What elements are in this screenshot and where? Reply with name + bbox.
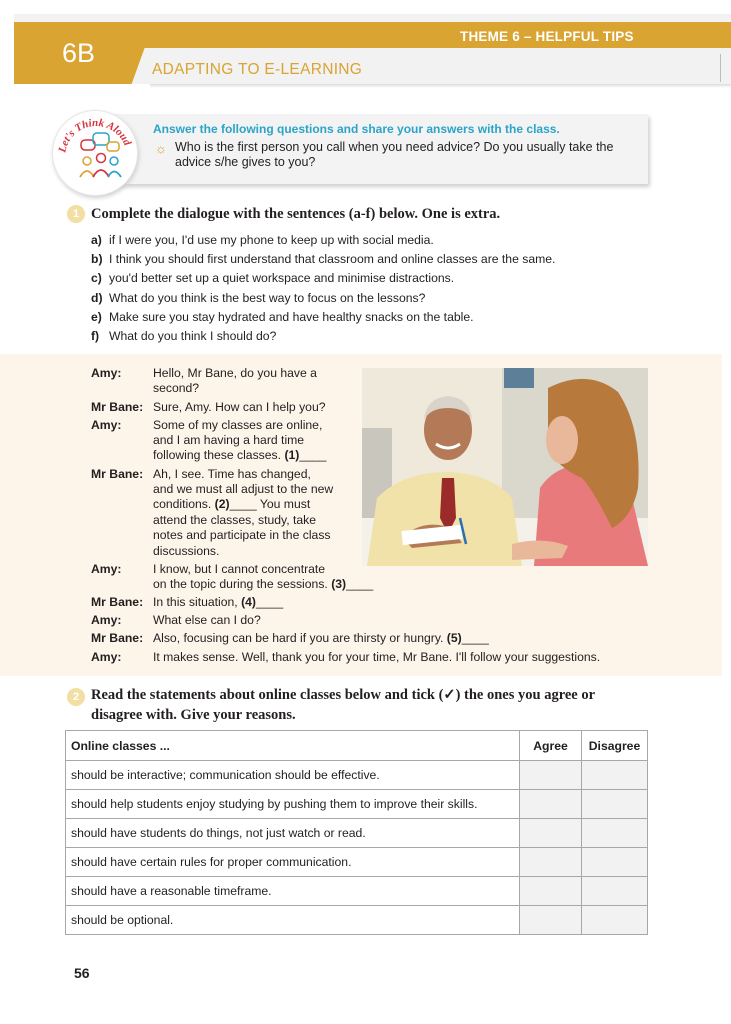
- table-row: [66, 848, 648, 877]
- option-b: b) I think you should first understand that classroom and online classes are the same.: [91, 252, 556, 267]
- option-c: c) you'd better set up a quiet workspace and minimise distractions.: [91, 271, 455, 286]
- theme-title: THEME 6 – HELPFUL TIPS: [460, 29, 634, 44]
- page-number: 56: [74, 965, 90, 981]
- option-e: e) Make sure you stay hydrated and have healthy snacks on the table.: [91, 309, 474, 324]
- statement-cell: should help students enjoy studying by pushing them to improve their skills.: [66, 790, 520, 819]
- dialogue-line: Some of my classes are online,: [153, 418, 323, 432]
- dialogue-line: It makes sense. Well, thank you for your time, Mr Bane. I'll follow your suggestions.: [153, 650, 601, 664]
- dialogue-line: discussions.: [153, 544, 220, 558]
- agree-cell[interactable]: [520, 819, 582, 848]
- table-row: [66, 906, 648, 935]
- think-aloud-badge: [52, 110, 138, 196]
- dialogue-line: and I am having a hard time: [153, 433, 305, 447]
- badge-text: Let's Think Aloud: [56, 116, 134, 154]
- dialogue-line: What else can I do?: [153, 613, 261, 627]
- option-d: d) What do you think is the best way to focus on the lessons?: [91, 290, 426, 305]
- speaker-mr-bane: Mr Bane:: [91, 595, 144, 609]
- agree-cell[interactable]: [520, 761, 582, 790]
- dialogue-line: Also, focusing can be hard if you are thirsty or hungry. (5)____: [153, 631, 489, 645]
- dialogue-line: In this situation, (4)____: [153, 595, 284, 609]
- disagree-cell[interactable]: [582, 790, 648, 819]
- exercise-2-title-line-1: Read the statements about online classes below and tick (✓) the ones you agree or: [91, 687, 596, 703]
- speaker-amy: Amy:: [91, 418, 122, 432]
- statement-cell: should have students do things, not just watch or read.: [66, 819, 520, 848]
- table-header-row: [66, 731, 648, 761]
- speaker-mr-bane: Mr Bane:: [91, 467, 144, 481]
- statement-cell: should have a reasonable timeframe.: [66, 877, 520, 906]
- think-aloud-question: Who is the first person you call when you need advice? Do you usually take the advice s/he gives to you?: [175, 140, 614, 169]
- header-online-classes: Online classes ...: [66, 731, 520, 761]
- option-list: [91, 231, 651, 346]
- opinion-table: [65, 730, 648, 935]
- agree-cell[interactable]: [520, 848, 582, 877]
- exercise-number-2: 2: [67, 688, 85, 706]
- header-agree: Agree: [520, 731, 582, 761]
- dialogue-line: Sure, Amy. How can I help you?: [153, 400, 326, 414]
- statement-cell: should be optional.: [66, 906, 520, 935]
- sun-bullet-icon: ☼: [155, 141, 167, 156]
- dialogue-line: conditions. (2)____ You must: [153, 497, 311, 511]
- speaker-amy: Amy:: [91, 613, 122, 627]
- think-aloud-icon: [53, 111, 139, 197]
- table-row: [66, 790, 648, 819]
- table-row: [66, 761, 648, 790]
- speaker-mr-bane: Mr Bane:: [91, 400, 144, 414]
- option-f: f) What do you think I should do?: [91, 328, 277, 343]
- disagree-cell[interactable]: [582, 761, 648, 790]
- gap-2: (2): [214, 497, 230, 511]
- gap-4: (4): [241, 595, 256, 609]
- option-a: a) if I were you, I'd use my phone to keep up with social media.: [91, 233, 434, 247]
- svg-text:Let's Think Aloud: [56, 117, 133, 155]
- think-aloud-instruction: Answer the following questions and share your answers with the class.: [153, 122, 560, 136]
- exercise-2-title-line-2: disagree with. Give your reasons.: [91, 707, 296, 723]
- dialogue-line: second?: [153, 381, 200, 395]
- dialogue-line: Ah, I see. Time has changed,: [153, 467, 311, 481]
- dialogue-line: Hello, Mr Bane, do you have a: [153, 366, 317, 380]
- dialogue-line: on the topic during the sessions. (3)____: [153, 577, 374, 591]
- disagree-cell[interactable]: [582, 877, 648, 906]
- agree-cell[interactable]: [520, 877, 582, 906]
- gap-3: (3): [331, 577, 347, 591]
- disagree-cell[interactable]: [582, 906, 648, 935]
- unit-label: 6B: [62, 38, 96, 68]
- table-row: [66, 877, 648, 906]
- exercise-1-title: Complete the dialogue with the sentences (a-f) below. One is extra.: [91, 206, 501, 222]
- gap-5: (5): [446, 631, 462, 645]
- speaker-mr-bane: Mr Bane:: [91, 631, 144, 645]
- header-disagree: Disagree: [582, 731, 648, 761]
- statement-cell: should have certain rules for proper communication.: [66, 848, 520, 877]
- header-divider: [720, 54, 721, 82]
- dialogue-line: following these classes. (1)____: [153, 448, 327, 462]
- speaker-amy: Amy:: [91, 562, 122, 576]
- agree-cell[interactable]: [520, 790, 582, 819]
- disagree-cell[interactable]: [582, 819, 648, 848]
- teacher-student-photo: [362, 368, 648, 566]
- agree-cell[interactable]: [520, 906, 582, 935]
- table-row: [66, 819, 648, 848]
- header-shadow: [150, 84, 731, 88]
- dialogue-line: notes and participate in the class: [153, 528, 331, 542]
- exercise-number-1: 1: [67, 205, 85, 223]
- speaker-amy: Amy:: [91, 650, 122, 664]
- lesson-subtitle: ADAPTING TO E-LEARNING: [152, 61, 363, 78]
- disagree-cell[interactable]: [582, 848, 648, 877]
- dialogue-line: and we must all adjust to the new: [153, 482, 334, 496]
- dialogue-line: attend the classes, study, take: [153, 513, 317, 527]
- gap-1: (1): [284, 448, 300, 462]
- statement-cell: should be interactive; communication should be effective.: [66, 761, 520, 790]
- speaker-amy: Amy:: [91, 366, 122, 380]
- dialogue-line: I know, but I cannot concentrate: [153, 562, 326, 576]
